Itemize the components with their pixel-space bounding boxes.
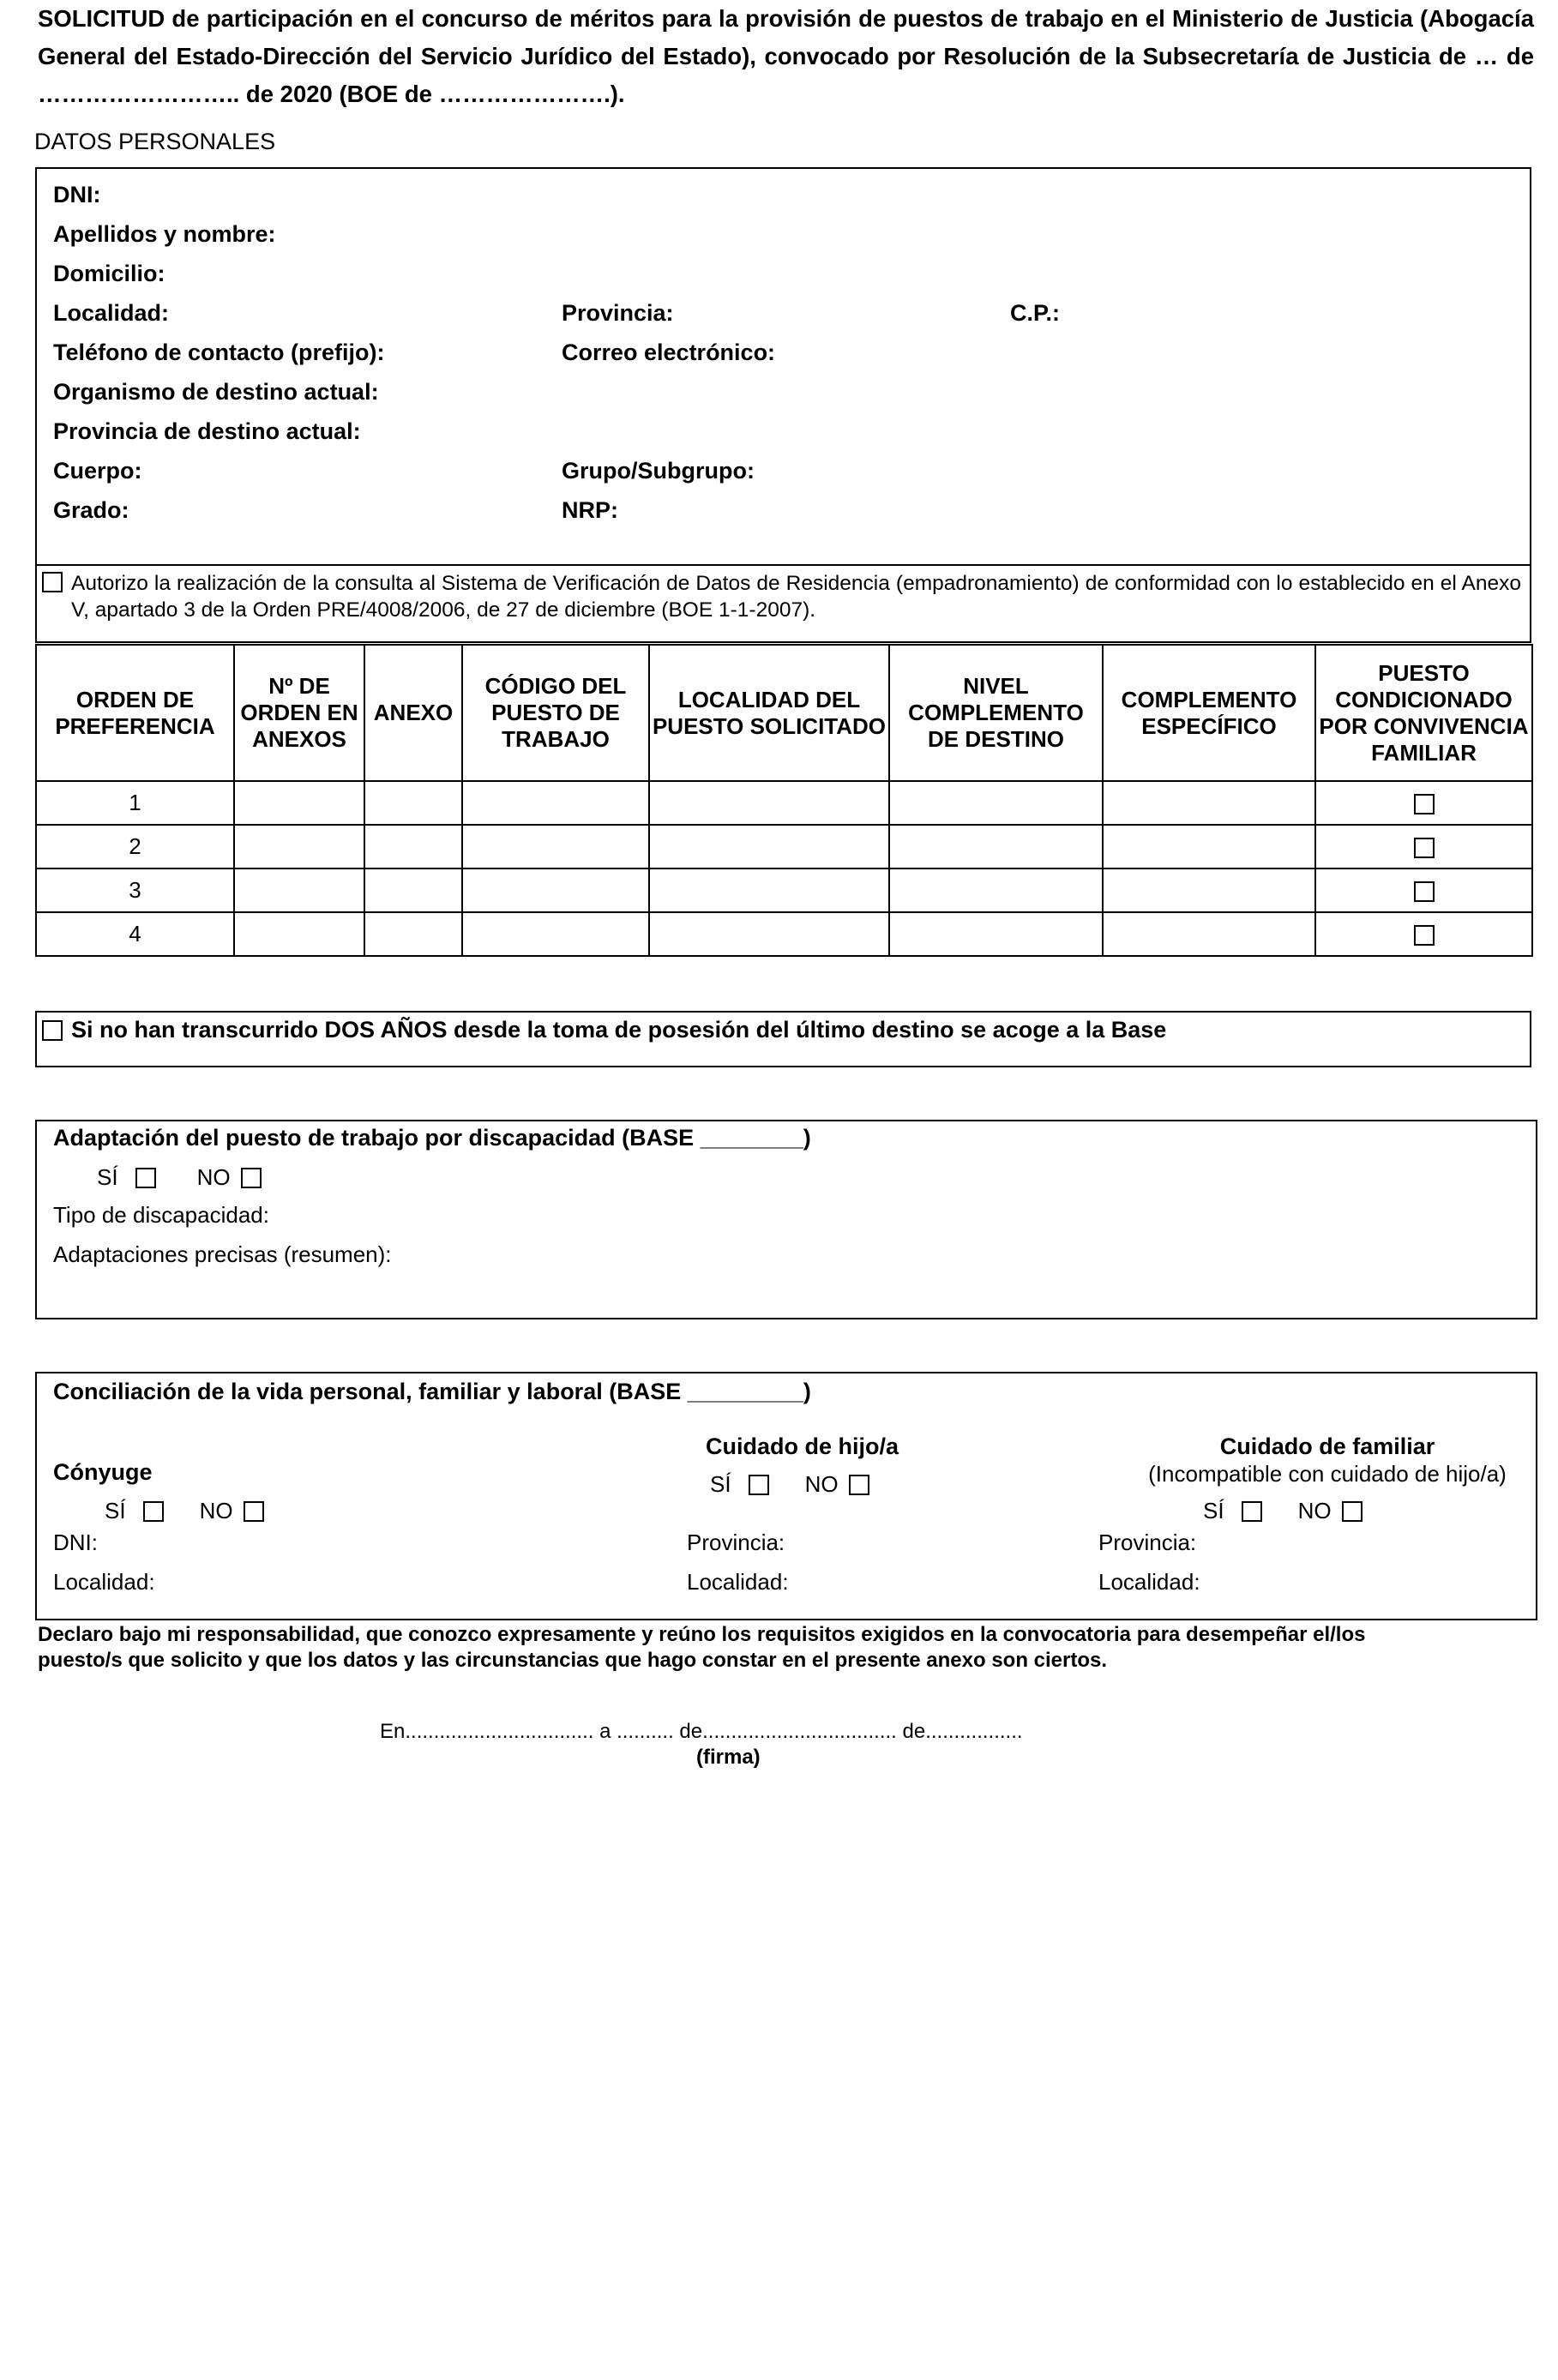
adaptacion-no-checkbox[interactable]	[241, 1168, 262, 1188]
row-number: 2	[36, 825, 234, 868]
familiar-provincia-label: Provincia:	[1098, 1530, 1197, 1555]
cell-codigo[interactable]	[462, 912, 649, 956]
cell-condicionado	[1315, 825, 1532, 868]
grupo-label: Grupo/Subgrupo:	[562, 458, 755, 484]
familiar-note: (Incompatible con cuidado de hijo/a)	[1148, 1461, 1507, 1487]
provincia-label: Provincia:	[562, 300, 674, 326]
row-number: 1	[36, 781, 234, 825]
cell-numero[interactable]	[234, 825, 364, 868]
cell-numero[interactable]	[234, 868, 364, 912]
organismo-label: Organismo de destino actual:	[53, 379, 379, 405]
col-header-nivel: NIVEL COMPLEMENTO DE DESTINO	[889, 645, 1103, 781]
adaptacion-si-checkbox[interactable]	[135, 1168, 156, 1188]
hijo-label: Cuidado de hijo/a	[706, 1433, 899, 1459]
hijo-provincia-label: Provincia:	[687, 1530, 785, 1555]
row-number: 4	[36, 912, 234, 956]
autorizo-text: Autorizo la realización de la consulta al Sistema de Verificación de Datos de Residencia (empadronamiento) de conformidad con lo establecido en el Anexo V, apartado 3 de la Orden PRE/4008/2006, de 27 de diciembre (BOE 1-1-2007).	[71, 572, 1521, 622]
cell-complemento[interactable]	[1103, 781, 1315, 825]
col-header-localidad: LOCALIDAD DEL PUESTO SOLICITADO	[649, 645, 889, 781]
section-title-personal: DATOS PERSONALES	[34, 129, 276, 154]
dos-anos-box	[35, 1011, 1531, 1067]
cell-localidad[interactable]	[649, 868, 889, 912]
grado-label: Grado:	[53, 497, 129, 523]
provincia-destino-label: Provincia de destino actual:	[53, 418, 361, 444]
familiar-label: Cuidado de familiar	[1219, 1433, 1435, 1459]
firma-label: (firma)	[696, 1746, 761, 1769]
col-header-numero: Nº DE ORDEN EN ANEXOS	[234, 645, 364, 781]
personal-data-box	[35, 167, 1531, 566]
cell-complemento[interactable]	[1103, 912, 1315, 956]
familiar-localidad-label: Localidad:	[1098, 1569, 1200, 1595]
adaptaciones-label: Adaptaciones precisas (resumen):	[53, 1241, 392, 1267]
cell-complemento[interactable]	[1103, 825, 1315, 868]
conyuge-no-label: NO	[199, 1498, 233, 1524]
row-number: 3	[36, 868, 234, 912]
familiar-si-checkbox[interactable]	[1242, 1501, 1262, 1522]
hijo-si-checkbox[interactable]	[749, 1475, 769, 1495]
cell-anexo[interactable]	[364, 825, 462, 868]
dos-anos-text: Si no han transcurrido DOS AÑOS desde la toma de posesión del último destino se acoge a la Base	[71, 1017, 1167, 1043]
conyuge-no-checkbox[interactable]	[244, 1501, 264, 1522]
adaptacion-si-label: SÍ	[97, 1164, 118, 1190]
cell-numero[interactable]	[234, 781, 364, 825]
cell-complemento[interactable]	[1103, 868, 1315, 912]
cuerpo-label: Cuerpo:	[53, 458, 142, 484]
tipo-discapacidad-label: Tipo de discapacidad:	[53, 1202, 269, 1228]
hijo-no-checkbox[interactable]	[849, 1475, 869, 1495]
conyuge-si-checkbox[interactable]	[143, 1501, 164, 1522]
cell-codigo[interactable]	[462, 825, 649, 868]
col-header-anexo: ANEXO	[364, 645, 462, 781]
cell-nivel[interactable]	[889, 912, 1103, 956]
table-row	[36, 868, 1532, 912]
adaptacion-no-label: NO	[196, 1164, 231, 1190]
adaptacion-box	[35, 1120, 1537, 1319]
condicionado-checkbox[interactable]	[1414, 881, 1435, 902]
conyuge-dni-label: DNI:	[53, 1530, 98, 1555]
nrp-label: NRP:	[562, 497, 618, 523]
cell-nivel[interactable]	[889, 868, 1103, 912]
localidad-label: Localidad:	[53, 300, 170, 326]
cell-numero[interactable]	[234, 912, 364, 956]
preference-table	[35, 644, 1533, 957]
familiar-no-checkbox[interactable]	[1342, 1501, 1362, 1522]
autorizo-box	[35, 564, 1531, 643]
condicionado-checkbox[interactable]	[1414, 838, 1435, 858]
condicionado-checkbox[interactable]	[1414, 925, 1435, 946]
adaptacion-title: Adaptación del puesto de trabajo por discapacidad (BASE ________)	[53, 1125, 811, 1151]
cell-localidad[interactable]	[649, 912, 889, 956]
dos-anos-checkbox[interactable]	[42, 1020, 63, 1041]
conciliacion-title: Conciliación de la vida personal, familiar y laboral (BASE _________)	[53, 1379, 811, 1404]
firma-lugar-fecha[interactable]: En................................. a .......... de.................................. de.................	[380, 1720, 1023, 1743]
cell-codigo[interactable]	[462, 868, 649, 912]
cell-nivel[interactable]	[889, 825, 1103, 868]
conyuge-localidad-label: Localidad:	[53, 1569, 155, 1595]
cell-nivel[interactable]	[889, 781, 1103, 825]
cell-anexo[interactable]	[364, 912, 462, 956]
conyuge-si-label: SÍ	[105, 1498, 126, 1524]
cp-label: C.P.:	[1010, 300, 1061, 326]
correo-label: Correo electrónico:	[562, 340, 776, 365]
cell-localidad[interactable]	[649, 781, 889, 825]
col-header-orden: ORDEN DE PREFERENCIA	[36, 645, 234, 781]
conciliacion-box	[35, 1372, 1537, 1620]
apellidos-label: Apellidos y nombre:	[53, 221, 276, 247]
telefono-label: Teléfono de contacto (prefijo):	[53, 340, 385, 365]
table-row	[36, 912, 1532, 956]
familiar-no-label: NO	[1297, 1498, 1332, 1524]
conyuge-label: Cónyuge	[53, 1459, 153, 1485]
condicionado-checkbox[interactable]	[1414, 794, 1435, 814]
familiar-si-label: SÍ	[1203, 1498, 1224, 1524]
cell-localidad[interactable]	[649, 825, 889, 868]
autorizo-checkbox[interactable]	[42, 572, 63, 592]
domicilio-label: Domicilio:	[53, 261, 165, 286]
dni-label: DNI:	[53, 182, 101, 207]
col-header-codigo: CÓDIGO DEL PUESTO DE TRABAJO	[462, 645, 649, 781]
table-header-row	[36, 645, 1532, 781]
cell-condicionado	[1315, 912, 1532, 956]
hijo-si-label: SÍ	[710, 1471, 731, 1497]
cell-condicionado	[1315, 868, 1532, 912]
cell-anexo[interactable]	[364, 781, 462, 825]
hijo-no-label: NO	[804, 1471, 839, 1497]
table-row	[36, 825, 1532, 868]
form-title: SOLICITUD de participación en el concurso de méritos para la provisión de puestos de trabajo en el Ministerio de Justicia (Abogacía General del Estado-Dirección del Servicio Jurídico del Estado), convocado por Resolución de la Subsecretaría de Justicia de … de …………………….. de 2020 (BOE de ………………….).	[38, 5, 1534, 107]
col-header-condicionado: PUESTO CONDICIONADO POR CONVIVENCIA FAMILIAR	[1315, 645, 1532, 781]
cell-condicionado	[1315, 781, 1532, 825]
cell-anexo[interactable]	[364, 868, 462, 912]
table-row	[36, 781, 1532, 825]
col-header-complemento: COMPLEMENTO ESPECÍFICO	[1103, 645, 1315, 781]
cell-codigo[interactable]	[462, 781, 649, 825]
hijo-localidad-label: Localidad:	[687, 1569, 789, 1595]
declaration-text: Declaro bajo mi responsabilidad, que conozco expresamente y reúno los requisitos exigidos en la convocatoria para desempeñar el/los puesto/s que solicito y que los datos y las circunstancias que hago constar en el presente anexo son ciertos.	[38, 1623, 1366, 1672]
